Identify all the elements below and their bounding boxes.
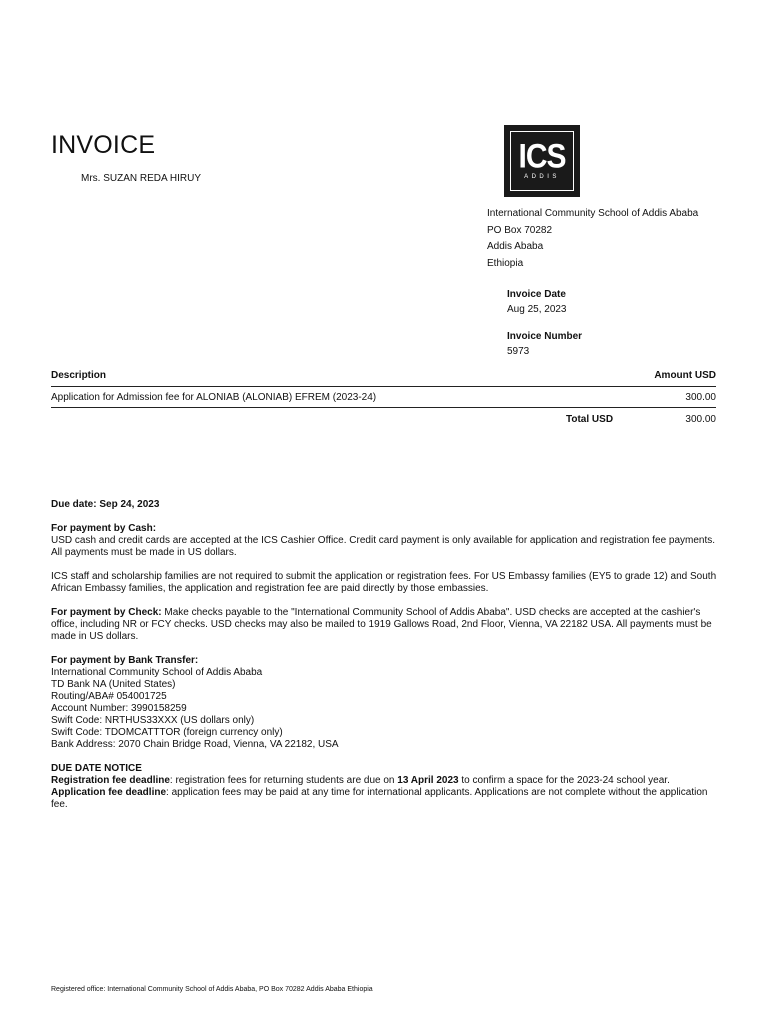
client-name: Mrs. SUZAN REDA HIRUY: [81, 173, 202, 184]
logo-text: ICS: [518, 136, 566, 175]
invoice-date-value: Aug 25, 2023: [507, 304, 567, 315]
app-label: Application fee deadline: [51, 787, 167, 798]
table-header: [51, 370, 716, 387]
reg-date: 13 April 2023: [397, 775, 459, 786]
col-description: Description: [51, 370, 107, 381]
address-line: Addis Ababa: [487, 241, 544, 253]
bank-line: Account Number: 3990158259: [51, 703, 187, 714]
invoice-title: INVOICE: [51, 131, 156, 159]
address-line: Ethiopia: [487, 258, 524, 270]
table-row: [51, 392, 716, 408]
row-description: Application for Admission fee for ALONIAB (ALONIAB) EFREM (2023-24): [51, 392, 377, 403]
reg-text-2: to confirm a space for the 2023-24 school year.: [458, 775, 670, 786]
check-section: [51, 607, 719, 643]
bank-line: Swift Code: NRTHUS33XXX (US dollars only): [51, 715, 255, 726]
invoice-number-block: [507, 331, 582, 357]
address-line: PO Box 70282: [487, 224, 553, 236]
bank-line: TD Bank NA (United States): [51, 679, 176, 690]
invoice-number-label: Invoice Number: [507, 331, 583, 342]
address-line: International Community School of Addis Ababa: [487, 208, 699, 219]
check-heading: For payment by Check:: [51, 607, 162, 618]
invoice-number-value: 5973: [507, 346, 530, 357]
bank-section: [51, 655, 719, 751]
total-value: 300.00: [685, 414, 716, 425]
due-date: Due date: Sep 24, 2023: [51, 499, 160, 510]
invoice-date-block: [507, 289, 567, 315]
bank-line: Routing/ABA# 054001725: [51, 691, 167, 702]
reg-text-1: : registration fees for returning students are due on: [169, 775, 398, 786]
ics-logo-frame: [510, 131, 574, 191]
cash-text: USD cash and credit cards are accepted at the ICS Cashier Office. Credit card payment is only available for application and registration fee payments. All payments must be made in US dollars.: [51, 535, 716, 558]
reg-label: Registration fee deadline: [51, 775, 170, 786]
bank-heading: For payment by Bank Transfer:: [51, 655, 199, 666]
check-text: Make checks payable to the "International Community School of Addis Ababa". USD checks are accepted at the cashier's office, including NR or FCY checks. USD checks may also be mailed to 1919 Gallows Road, 2nd Floor, Vienna, VA 22182 USA. All payments must be made in US dollars.: [51, 607, 712, 642]
app-text: : application fees may be paid at any time for international applicants. Applications are not complete without the application fee.: [51, 787, 708, 810]
payment-notes: [51, 499, 719, 823]
cash-section: [51, 523, 719, 559]
bank-line: International Community School of Addis Ababa: [51, 667, 263, 678]
col-amount: Amount USD: [654, 370, 716, 381]
footer-registered-office: Registered office: International Community School of Addis Ababa, PO Box 70282 Addis Ababa Ethiopia: [51, 986, 373, 993]
logo-subtext: ADDIS: [524, 173, 560, 180]
bank-line: Swift Code: TDOMCATTTOR (foreign currency only): [51, 727, 283, 738]
school-address: [487, 206, 698, 273]
ics-logo: [504, 125, 580, 197]
due-notice-section: [51, 763, 719, 811]
staff-text: ICS staff and scholarship families are not required to submit the application or registration fees. For US Embassy families (EY5 to grade 12) and South African Embassy families, the application and registration fee are paid directly by those embassies.: [51, 571, 717, 594]
cash-heading: For payment by Cash:: [51, 523, 157, 534]
bank-line: Bank Address: 2070 Chain Bridge Road, Vienna, VA 22182, USA: [51, 739, 339, 750]
row-amount: 300.00: [685, 392, 716, 403]
invoice-date-label: Invoice Date: [507, 289, 566, 300]
total-label: Total USD: [566, 414, 614, 425]
due-notice-heading: DUE DATE NOTICE: [51, 763, 142, 774]
